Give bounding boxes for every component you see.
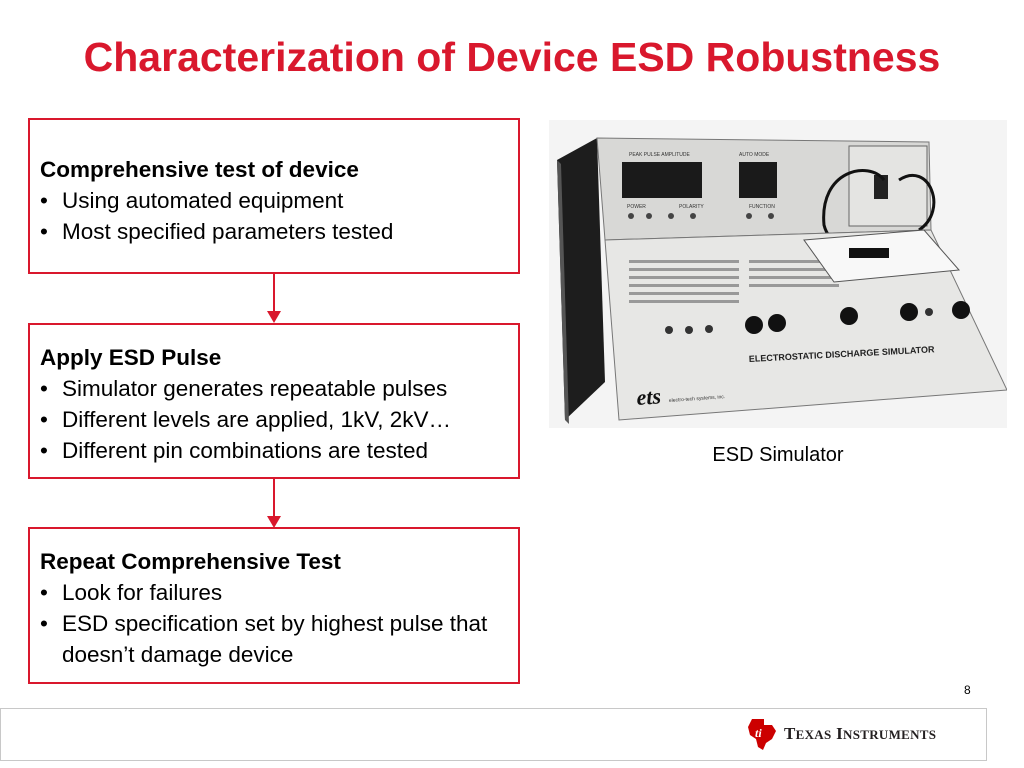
display-label-2: AUTO MODE — [739, 152, 770, 158]
bullet-text: Simulator generates repeatable pulses — [62, 376, 448, 401]
list-item — [40, 185, 508, 216]
list-item — [40, 216, 508, 247]
flow-arrow-head-1 — [267, 311, 281, 323]
function-label: FUNCTION — [749, 204, 775, 210]
power-button-icon — [628, 213, 634, 219]
power-label: POWER — [627, 204, 646, 210]
simulator-main-label: ELECTROSTATIC DISCHARGE SIMULATOR — [748, 344, 935, 364]
list-item — [40, 404, 508, 435]
step-3-bullet-list — [40, 577, 508, 670]
bullet-text: Different levels are applied, 1kV, 2kV… — [62, 407, 451, 432]
instruction-text-line — [749, 284, 839, 287]
knob-icon — [768, 314, 786, 332]
instruction-text-line — [629, 292, 739, 295]
function-button-icon — [768, 213, 774, 219]
bullet-text: Look for failures — [62, 580, 223, 605]
knob-icon — [840, 307, 858, 325]
bullet-text: ESD specification set by highest pulse that doesn’t damage device — [62, 611, 488, 667]
list-item — [40, 577, 508, 608]
step-box-2 — [28, 323, 520, 479]
ets-brand-logo: ets — [635, 383, 662, 410]
instruction-text-line — [749, 276, 839, 279]
knob-icon — [952, 301, 970, 319]
instruction-text-line — [629, 260, 739, 263]
instruction-text-line — [629, 268, 739, 271]
list-item — [40, 373, 508, 404]
bullet-marker: • — [40, 376, 48, 401]
esd-simulator-photo — [549, 120, 1007, 428]
bullet-marker: • — [40, 611, 48, 636]
panel-button-icon — [668, 213, 674, 219]
step-2-bullet-list — [40, 373, 508, 466]
bullet-marker: • — [40, 438, 48, 463]
bullet-marker: • — [40, 580, 48, 605]
ti-logo-text: TEXAS INSTRUMENTS — [784, 724, 937, 743]
switch-icon — [665, 326, 673, 334]
step-2-heading: Apply ESD Pulse — [40, 345, 222, 370]
flow-arrow-line-2 — [273, 479, 275, 517]
display-label-1: PEAK PULSE AMPLITUDE — [629, 152, 690, 158]
instruction-text-line — [629, 300, 739, 303]
page-number: 8 — [964, 683, 971, 697]
bullet-text: Using automated equipment — [62, 188, 344, 213]
display-window-2 — [739, 162, 777, 198]
step-box-3 — [28, 527, 520, 684]
list-item — [40, 435, 508, 466]
bullet-text: Different pin combinations are tested — [62, 438, 429, 463]
step-box-1 — [28, 118, 520, 274]
knob-icon — [900, 303, 918, 321]
list-item — [40, 608, 508, 670]
knob-icon — [745, 316, 763, 334]
ets-brand-subtitle: electro-tech systems, inc. — [668, 394, 726, 404]
bullet-marker: • — [40, 219, 48, 244]
step-3-heading: Repeat Comprehensive Test — [40, 549, 341, 574]
step-1-bullet-list — [40, 185, 508, 247]
ti-logo-icon — [746, 717, 778, 751]
switch-icon — [705, 325, 713, 333]
panel-button-icon — [646, 213, 652, 219]
step-1-heading: Comprehensive test of device — [40, 157, 359, 182]
function-button-icon — [746, 213, 752, 219]
instruction-text-line — [629, 276, 739, 279]
switch-icon — [685, 326, 693, 334]
instruction-text-line — [629, 284, 739, 287]
texas-shape-icon — [748, 719, 776, 750]
flow-arrow-line-1 — [273, 274, 275, 312]
bullet-marker: • — [40, 407, 48, 432]
photo-caption: ESD Simulator — [712, 444, 844, 466]
device-socket — [849, 248, 889, 258]
bullet-text: Most specified parameters tested — [62, 219, 394, 244]
polarity-button-icon — [690, 213, 696, 219]
bullet-marker: • — [40, 188, 48, 213]
polarity-label: POLARITY — [679, 204, 704, 210]
switch-icon — [925, 308, 933, 316]
slide-title: Characterization of Device ESD Robustness — [83, 34, 941, 80]
ti-monogram: ti — [755, 726, 762, 740]
display-window-1 — [622, 162, 702, 198]
